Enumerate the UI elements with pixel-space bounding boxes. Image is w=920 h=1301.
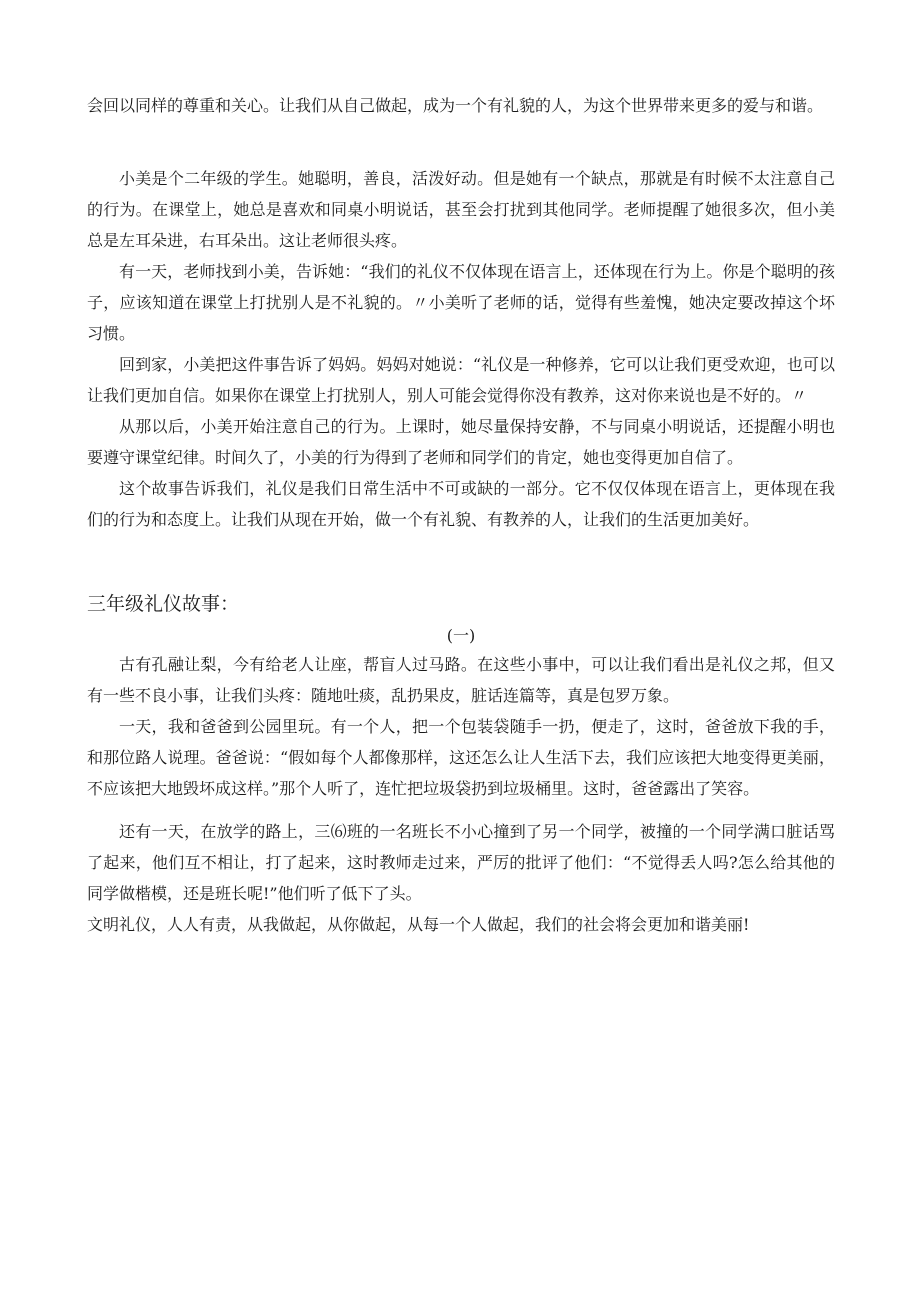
story-paragraph: 有一天，老师找到小美，告诉她：“我们的礼仪不仅体现在语言上，还体现在行为上。你是个聪明的孩子，应该知道在课堂上打扰别人是不礼貌的。〃小美听了老师的话，觉得有些羞愧，她决定要改掉这个坏习惯。 xyxy=(87,262,835,343)
spacer xyxy=(87,535,835,589)
spacer xyxy=(87,804,835,816)
spacer xyxy=(87,121,835,163)
story-paragraph: 这个故事告诉我们，礼仪是我们日常生活中不可或缺的一部分。它不仅仅体现在语言上，更体现在我们的行为和态度上。让我们从现在开始，做一个有礼貌、有教养的人，让我们的生活更加美好。 xyxy=(87,479,835,529)
story-paragraph: 小美是个二年级的学生。她聪明，善良，活泼好动。但是她有一个缺点，那就是有时候不太注意自己的行为。在课堂上，她总是喜欢和同桌小明说话，甚至会打扰到其他同学。老师提醒了她很多次，但小美总是左耳朵进，右耳朵出。这让老师很头疼。 xyxy=(87,169,835,250)
story-xiaomei xyxy=(87,163,835,535)
story-paragraph: 古有孔融让梨，今有给老人让座，帮盲人过马路。在这些小事中，可以让我们看出是礼仪之邦，但又有一些不良小事，让我们头疼：随地吐痰，乱扔果皮，脏话连篇等，真是包罗万象。 xyxy=(87,655,835,705)
section-label: (一) xyxy=(446,626,476,645)
story-paragraph: 还有一天，在放学的路上，三⑹班的一名班长不小心撞到了另一个同学，被撞的一个同学满口脏话骂了起来，他们互不相让，打了起来，这时教师走过来，严厉的批评了他们：“不觉得丢人吗?怎么给其他的同学做楷模，还是班长呢!”他们听了低下了头。 xyxy=(87,822,835,903)
closing-line: 文明礼仪，人人有责，从我做起，从你做起，从每一个人做起，我们的社会将会更加和谐美丽! xyxy=(87,915,750,934)
story-paragraph: 从那以后，小美开始注意自己的行为。上课时，她尽量保持安静，不与同桌小明说话，还提醒小明也要遵守课堂纪律。时间久了，小美的行为得到了老师和同学们的肯定，她也变得更加自信了。 xyxy=(87,417,835,467)
story-paragraph: 回到家，小美把这件事告诉了妈妈。妈妈对她说：“礼仪是一种修养，它可以让我们更受欢迎，也可以让我们更加自信。如果你在课堂上打扰别人，别人可能会觉得你没有教养，这对你来说也是不好的。〃 xyxy=(87,355,835,405)
intro-closing-paragraph: 会回以同样的尊重和关心。让我们从自己做起，成为一个有礼貌的人，为这个世界带来更多的爱与和谐。 xyxy=(87,96,824,115)
section-title: 三年级礼仪故事： xyxy=(87,593,240,615)
story-paragraph: 一天，我和爸爸到公园里玩。有一个人，把一个包装袋随手一扔，便走了，这时，爸爸放下我的手，和那位路人说理。爸爸说：“假如每个人都像那样，这还怎么让人生活下去，我们应该把大地变得更美丽，不应该把大地毁坏成这样。”那个人听了，连忙把垃圾袋扔到垃圾桶里。这时，爸爸露出了笑容。 xyxy=(87,717,835,798)
document-page xyxy=(87,90,835,940)
grade3-stories xyxy=(87,589,835,940)
